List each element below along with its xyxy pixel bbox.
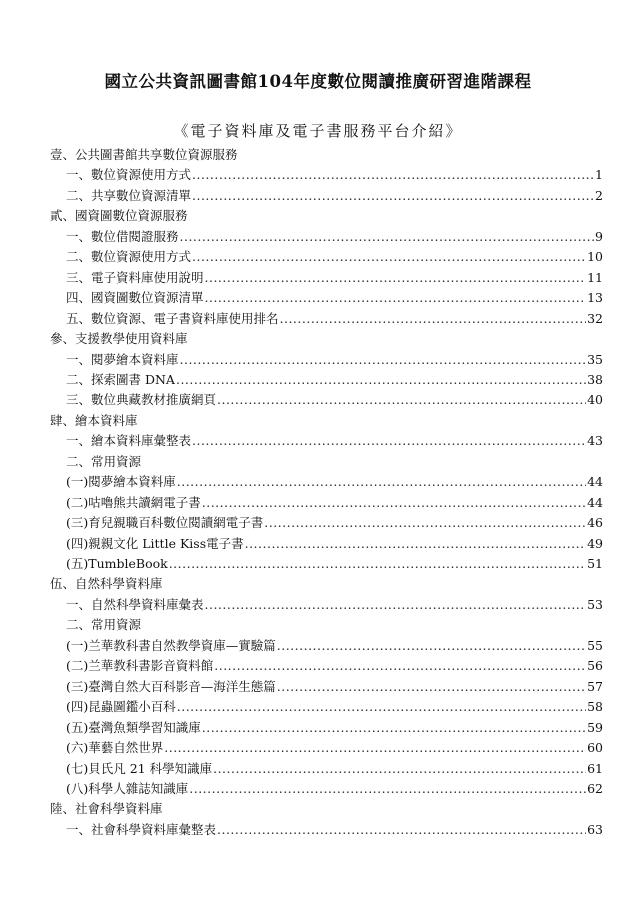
toc-entry (66, 718, 603, 738)
toc-page-number: 62 (587, 780, 603, 796)
toc-dot-leader (205, 268, 587, 288)
toc-page-number: 51 (587, 556, 603, 571)
toc-page-number: 43 (587, 433, 603, 449)
toc-entry-label: 參、支援教學使用資料庫 (50, 331, 188, 347)
toc-entry (66, 820, 603, 840)
toc-section-heading (66, 452, 141, 472)
toc-page-number: 60 (587, 740, 603, 756)
toc-entry-label: 一、自然科學資料庫彙表 (66, 596, 204, 612)
toc-entry-label: 陸、社會科學資料庫 (50, 801, 163, 817)
toc-dot-leader (192, 186, 594, 206)
toc-dot-leader (177, 472, 586, 492)
toc-entry (66, 247, 603, 267)
toc-section-heading (50, 206, 188, 226)
toc-section-heading (66, 615, 141, 635)
toc-entry-label: 貳、國資圖數位資源服務 (50, 208, 188, 224)
toc-dot-leader (192, 431, 586, 451)
toc-entry-label: 二、探索圖書 DNA (66, 371, 175, 387)
toc-entry-label: 三、電子資料庫使用說明 (66, 269, 204, 285)
toc-entry-label: 伍、自然科學資料庫 (50, 576, 163, 592)
page-title: 國立公共資訊圖書館104年度數位閱讀推廣研習進階課程 (104, 72, 532, 91)
toc-entry-label: 一、數位資源使用方式 (66, 167, 192, 183)
toc-entry-label: (五)TumbleBook (66, 556, 168, 571)
toc-page-number: 57 (587, 678, 603, 694)
toc-dot-leader (180, 350, 587, 370)
toc-dot-leader (176, 370, 586, 390)
toc-page-number: 63 (587, 821, 603, 837)
toc-entry-label: (八)科學人雜誌知識庫 (66, 780, 189, 796)
toc-entry-label: 肆、繪本資料庫 (50, 412, 138, 428)
toc-page-number: 11 (587, 269, 603, 285)
toc-entry-label: 一、數位借閱證服務 (66, 228, 179, 244)
toc-page-number: 35 (587, 351, 603, 367)
toc-entry (66, 268, 603, 288)
toc-page-number: 46 (587, 515, 603, 531)
toc-page-number: 44 (587, 494, 603, 510)
toc-entry-label: (一)兰華教科書自然教學資庫—實驗篇 (66, 637, 276, 653)
toc-dot-leader (205, 595, 587, 615)
toc-entry (66, 738, 603, 758)
toc-dot-leader (277, 636, 586, 656)
toc-entry-label: 一、閱夢繪本資料庫 (66, 351, 179, 367)
toc-dot-leader (192, 247, 586, 267)
toc-dot-leader (245, 534, 586, 554)
toc-page-number: 53 (587, 596, 603, 612)
toc-page-number: 49 (587, 535, 603, 551)
toc-dot-leader (205, 288, 587, 308)
toc-entry-label: 二、共享數位資源清單 (66, 187, 192, 203)
toc-entry (66, 779, 603, 799)
toc-entry-label: (七)貝氏凡 21 科學知識庫 (66, 760, 213, 776)
toc-section-heading (50, 329, 188, 349)
toc-page-number: 59 (587, 719, 603, 735)
toc-dot-leader (280, 309, 587, 329)
toc-page-number: 1 (595, 167, 603, 183)
toc-section-heading (50, 145, 238, 165)
toc-dot-leader (213, 759, 586, 779)
toc-dot-leader (169, 554, 586, 574)
toc-entry (66, 227, 603, 247)
toc-entry (66, 309, 603, 329)
toc-dot-leader (277, 677, 586, 697)
toc-page-number: 10 (587, 249, 603, 265)
toc-page-number: 44 (587, 474, 603, 490)
toc-entry-label: (二)兰華教科書影音資料館 (66, 658, 214, 674)
toc-entry (66, 759, 603, 779)
toc-dot-leader (202, 718, 586, 738)
toc-entry (66, 390, 603, 410)
toc-entry-label: 二、常用資源 (66, 453, 142, 469)
toc-page-number: 61 (587, 760, 603, 776)
toc-entry-label: 四、國資圖數位資源清單 (66, 290, 204, 306)
toc-entry (66, 697, 603, 717)
toc-dot-leader (217, 820, 586, 840)
toc-entry-label: 三、數位典藏教材推廣網頁 (66, 392, 217, 408)
toc-dot-leader (189, 779, 586, 799)
toc-entry-label: (五)臺灣魚類學習知識庫 (66, 719, 201, 735)
toc-dot-leader (264, 513, 586, 533)
page-subtitle: 《電子資料庫及電子書服務平台介紹》 (173, 122, 463, 140)
toc-entry (66, 493, 603, 513)
toc-section-heading (50, 799, 163, 819)
toc-entry (66, 513, 603, 533)
toc-entry (66, 554, 603, 574)
toc-page-number: 56 (587, 658, 603, 674)
toc-entry (66, 186, 603, 206)
toc-entry (66, 677, 603, 697)
toc-entry-label: 二、常用資源 (66, 617, 142, 633)
toc-page-number: 58 (587, 699, 603, 715)
toc-entry (66, 472, 603, 492)
toc-page-number: 13 (587, 290, 603, 306)
toc-dot-leader (202, 493, 586, 513)
toc-entry-label: (四)昆蟲圖鑑小百科 (66, 699, 176, 715)
toc-entry-label: (六)華藝自然世界 (66, 740, 164, 756)
toc-entry (66, 350, 603, 370)
toc-section-heading (50, 574, 163, 594)
toc-entry (66, 288, 603, 308)
toc-page-number: 38 (587, 371, 603, 387)
toc-entry-label: 一、繪本資料庫彙整表 (66, 433, 192, 449)
toc-entry (66, 165, 603, 185)
toc-entry (66, 370, 603, 390)
toc-dot-leader (180, 227, 595, 247)
toc-entry-label: (三)臺灣自然大百科影音—海洋生態篇 (66, 678, 276, 694)
toc-page-number: 32 (587, 310, 603, 326)
toc-dot-leader (177, 697, 586, 717)
toc-entry-label: 二、數位資源使用方式 (66, 249, 192, 265)
toc-section-heading (50, 411, 138, 431)
toc-dot-leader (164, 738, 586, 758)
toc-entry (66, 636, 603, 656)
toc-dot-leader (214, 656, 586, 676)
toc-entry-label: (三)育兒親職百科數位閱讀網電子書 (66, 515, 264, 531)
toc-page-number: 40 (587, 392, 603, 408)
toc-entry-label: (四)親親文化 Little Kiss電子書 (66, 535, 244, 551)
toc-dot-leader (192, 165, 594, 185)
toc-dot-leader (217, 390, 586, 410)
toc-entry-label: 五、數位資源、電子書資料庫使用排名 (66, 310, 279, 326)
toc-page-number: 55 (587, 637, 603, 653)
toc-entry (66, 534, 603, 554)
toc-entry-label: 一、社會科學資料庫彙整表 (66, 821, 217, 837)
toc-entry-label: 壹、公共圖書館共享數位資源服務 (50, 147, 238, 162)
toc-page-number: 2 (595, 187, 603, 203)
toc-entry-label: (二)咕嚕熊共讀網電子書 (66, 494, 201, 510)
toc-page-number: 9 (595, 228, 603, 244)
toc-entry (66, 595, 603, 615)
toc-entry (66, 656, 603, 676)
toc-entry-label: (一)閱夢繪本資料庫 (66, 474, 176, 490)
toc-entry (66, 431, 603, 451)
